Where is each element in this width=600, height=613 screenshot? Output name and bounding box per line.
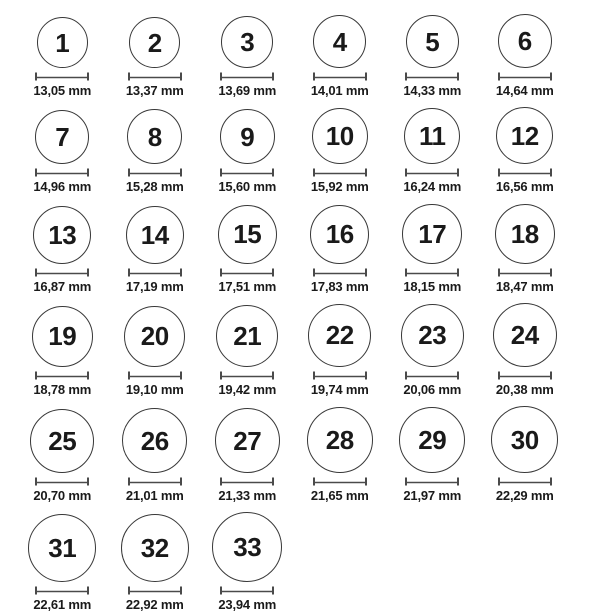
ring-circle [30,409,94,473]
ring-circle [35,110,89,164]
ring-size-item [294,205,387,294]
diameter-label: 21,65 mm [310,488,369,504]
ring-circle [129,17,180,68]
ring-size-number: 10 [325,121,354,152]
ring-size-number: 1 [55,27,70,58]
diameter-dimension-line [313,72,367,83]
diameter-dimension-line [35,268,89,279]
ring-size-number: 12 [510,120,539,151]
diameter-label: 23,94 mm [218,597,277,613]
ring-circle [28,514,96,582]
ring-circle [37,17,88,68]
chart-row [16,303,600,397]
diameter-dimension-line [405,477,459,488]
diameter-label: 13,05 mm [33,83,92,98]
diameter-dimension-line [313,168,367,179]
ring-circle [496,107,553,164]
diameter-label: 19,10 mm [125,381,184,397]
ring-circle [404,108,460,164]
ring-circle [307,407,373,473]
diameter-label: 14,01 mm [310,83,369,98]
ring-circle [313,15,366,68]
ring-size-number: 6 [517,26,532,56]
diameter-dimension-line [128,268,182,279]
chart-row [16,512,600,612]
ring-circle [220,109,275,164]
ring-size-item [201,16,294,98]
ring-size-item [201,305,294,397]
diameter-label: 21,01 mm [125,488,184,504]
ring-size-number: 14 [140,219,169,250]
ring-size-number: 28 [325,425,354,456]
diameter-dimension-line [405,371,459,382]
ring-size-item [16,110,109,194]
diameter-dimension-line [128,168,182,179]
diameter-label: 21,33 mm [218,488,277,504]
ring-circle [401,304,464,367]
ring-size-number: 5 [425,26,440,57]
diameter-dimension-line [128,477,182,488]
diameter-dimension-line [35,371,89,382]
diameter-dimension-line [498,268,552,279]
ring-size-number: 29 [418,425,447,456]
ring-size-item [386,108,479,194]
diameter-dimension-line [498,371,552,382]
diameter-dimension-line [35,586,89,597]
diameter-label: 13,69 mm [218,83,277,98]
ring-size-number: 18 [510,218,539,249]
ring-size-item [109,306,202,397]
diameter-label: 18,15 mm [403,278,462,294]
ring-circle [33,206,91,264]
ring-size-number: 20 [140,321,169,352]
ring-circle [212,512,282,582]
ring-circle [308,304,371,367]
diameter-label: 15,92 mm [310,179,369,195]
ring-size-item [16,206,109,294]
diameter-label: 19,74 mm [310,381,369,397]
ring-circle [491,406,558,473]
diameter-dimension-line [35,72,89,83]
ring-size-number: 27 [233,425,262,456]
diameter-label: 15,60 mm [218,179,277,195]
diameter-label: 20,06 mm [403,381,462,397]
ring-circle [406,15,459,68]
ring-size-number: 2 [147,27,162,58]
ring-size-number: 31 [48,533,77,564]
diameter-label: 14,64 mm [495,83,554,98]
ring-size-item [479,303,572,397]
ring-size-number: 15 [233,219,262,250]
diameter-label: 16,87 mm [33,278,92,294]
diameter-label: 15,28 mm [125,179,184,195]
ring-size-item [386,407,479,503]
diameter-dimension-line [35,168,89,179]
ring-size-item [109,206,202,294]
diameter-dimension-line [220,268,274,279]
chart-row [16,204,600,294]
diameter-dimension-line [35,477,89,488]
ring-circle [122,408,187,473]
ring-size-item [479,14,572,98]
diameter-dimension-line [220,168,274,179]
ring-size-number: 9 [240,121,255,152]
ring-size-item [479,107,572,194]
ring-size-number: 25 [48,426,77,457]
diameter-dimension-line [498,477,552,488]
ring-size-item [386,15,479,98]
diameter-dimension-line [128,72,182,83]
ring-size-item [16,514,109,612]
ring-size-item [294,407,387,503]
ring-circle [498,14,552,68]
diameter-label: 16,24 mm [403,179,462,195]
diameter-label: 22,29 mm [495,488,554,504]
ring-circle [126,206,184,264]
diameter-label: 20,38 mm [495,381,554,397]
diameter-label: 13,37 mm [125,83,184,98]
ring-size-item [109,514,202,612]
diameter-label: 16,56 mm [495,179,554,195]
chart-row [16,14,600,98]
ring-circle [218,205,277,264]
ring-size-number: 4 [332,26,347,57]
diameter-dimension-line [313,268,367,279]
ring-size-item [16,17,109,98]
ring-size-item [294,304,387,397]
ring-size-item [109,109,202,194]
ring-size-item [386,304,479,397]
diameter-label: 21,97 mm [403,488,462,504]
ring-circle [32,306,93,367]
chart-row [16,406,600,503]
diameter-dimension-line [498,72,552,83]
ring-circle [312,108,368,164]
ring-size-number: 33 [233,532,262,563]
ring-size-item [201,408,294,503]
diameter-dimension-line [128,586,182,597]
ring-circle [221,16,273,68]
diameter-label: 22,92 mm [125,597,184,613]
ring-size-item [479,406,572,503]
diameter-dimension-line [220,371,274,382]
ring-circle [121,514,189,582]
diameter-label: 17,19 mm [125,278,184,294]
ring-size-number: 26 [140,425,169,456]
diameter-dimension-line [405,72,459,83]
ring-size-item [201,109,294,194]
ring-size-item [16,306,109,397]
diameter-dimension-line [128,371,182,382]
ring-size-number: 13 [48,219,77,250]
ring-size-number: 7 [55,122,70,153]
ring-size-number: 17 [418,218,447,249]
ring-circle [215,408,280,473]
diameter-label: 20,70 mm [33,488,92,504]
ring-size-item [109,408,202,503]
diameter-dimension-line [220,586,274,597]
diameter-dimension-line [220,477,274,488]
ring-size-item [201,512,294,612]
chart-row [16,107,600,194]
ring-circle [310,205,369,264]
diameter-dimension-line [220,72,274,83]
diameter-dimension-line [313,371,367,382]
ring-size-number: 32 [140,533,169,564]
ring-size-number: 16 [325,219,354,250]
ring-size-item [386,204,479,294]
ring-size-item [479,204,572,294]
diameter-label: 19,42 mm [218,381,277,397]
diameter-label: 14,33 mm [403,83,462,98]
diameter-label: 18,78 mm [33,381,92,397]
ring-size-number: 11 [419,121,446,152]
ring-size-number: 22 [325,320,354,351]
ring-size-item [294,108,387,194]
diameter-label: 18,47 mm [495,278,554,294]
ring-circle [124,306,185,367]
ring-size-number: 3 [240,27,255,57]
ring-circle [495,204,555,264]
ring-circle [402,204,462,264]
ring-circle [216,305,278,367]
ring-size-number: 19 [48,321,77,352]
ring-size-number: 21 [233,320,262,351]
ring-circle [127,109,182,164]
ring-size-item [201,205,294,294]
ring-size-number: 24 [510,319,539,350]
ring-size-item [16,409,109,503]
diameter-label: 14,96 mm [33,179,92,195]
ring-size-item [109,17,202,98]
ring-size-number: 23 [418,320,447,351]
ring-circle [399,407,465,473]
diameter-dimension-line [498,168,552,179]
ring-size-item [294,15,387,98]
diameter-label: 22,61 mm [33,597,92,613]
diameter-label: 17,83 mm [310,278,369,294]
diameter-dimension-line [405,168,459,179]
diameter-dimension-line [313,477,367,488]
diameter-dimension-line [405,268,459,279]
ring-circle [493,303,557,367]
ring-size-number: 30 [510,424,539,455]
ring-size-number: 8 [147,121,162,152]
diameter-label: 17,51 mm [218,278,277,294]
